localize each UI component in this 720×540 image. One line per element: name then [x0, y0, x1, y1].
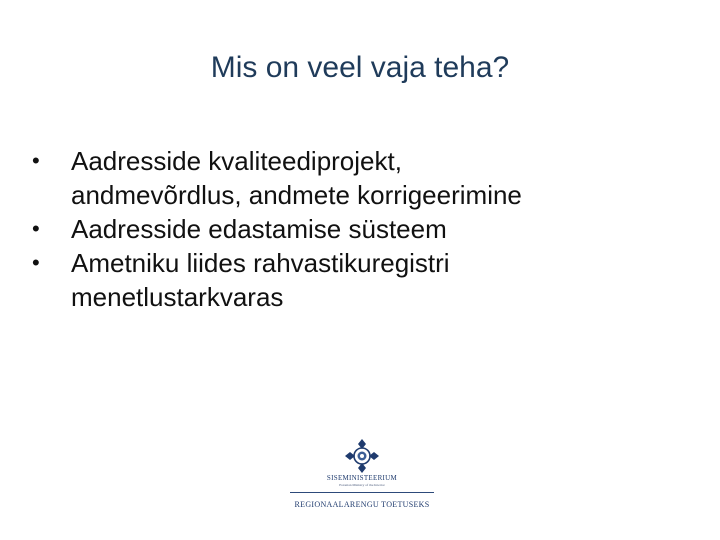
bullet-line: Ametniku liides rahvastikuregistri	[71, 248, 450, 278]
bullet-item	[32, 144, 692, 212]
bullet-line: andmevõrdlus, andmete korrigeerimine	[71, 180, 522, 210]
logo-footer-text: REGIONAALARENGU TOETUSEKS	[294, 500, 430, 509]
ministry-logo	[282, 436, 442, 520]
bullet-line: Aadresside edastamise süsteem	[71, 214, 447, 244]
bullet-symbol: •	[32, 148, 40, 173]
bullet-line: Aadresside kvaliteediprojekt,	[71, 146, 402, 176]
bullet-item	[32, 212, 692, 246]
bullet-item	[32, 246, 692, 314]
ministry-emblem-icon	[344, 438, 380, 474]
bullet-line: menetlustarkvaras	[71, 282, 284, 312]
logo-divider	[290, 492, 434, 493]
bullet-symbol: •	[32, 216, 40, 241]
slide-title: Mis on veel vaja teha?	[210, 51, 510, 84]
bullet-symbol: •	[32, 250, 40, 275]
bullet-list	[32, 144, 692, 314]
logo-subtitle: Estonian Ministry of the Interior	[339, 483, 385, 487]
logo-ministry-name: SISEMINISTEERIUM	[326, 474, 398, 482]
